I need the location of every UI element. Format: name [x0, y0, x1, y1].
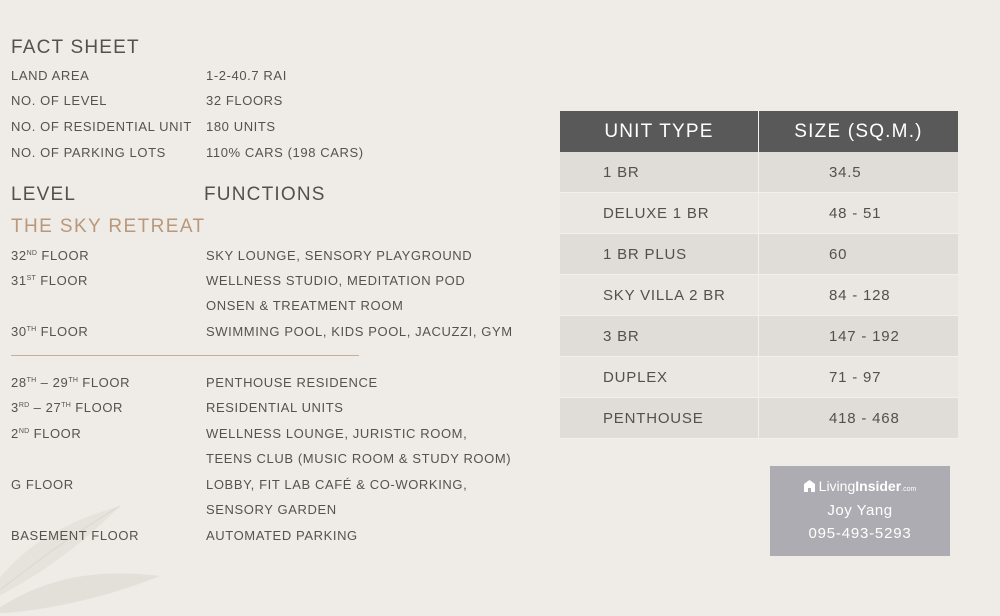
- agent-phone: 095-493-5293: [808, 525, 912, 542]
- unit-size-cell: 418 - 468: [759, 398, 959, 439]
- basement-label: BASEMENT FLOOR: [11, 528, 140, 543]
- table-row: [560, 234, 958, 275]
- unit-type-cell: DUPLEX: [560, 357, 759, 398]
- fact-label-parking: NO. OF PARKING LOTS: [11, 145, 166, 160]
- g-floor-function-2: SENSORY GARDEN: [206, 502, 337, 517]
- fact-value-levels: 32 FLOORS: [206, 93, 283, 108]
- brand-name-part2: Insider: [855, 478, 902, 494]
- agent-name: Joy Yang: [827, 502, 893, 519]
- fact-label-land-area: LAND AREA: [11, 68, 90, 83]
- floor-2-label: 2ND FLOOR: [11, 426, 82, 441]
- floor-3-27-function: RESIDENTIAL UNITS: [206, 400, 344, 415]
- unit-size-cell: 60: [759, 234, 959, 275]
- unit-type-cell: 3 BR: [560, 316, 759, 357]
- unit-size-cell: 34.5: [759, 152, 959, 193]
- basement-function: AUTOMATED PARKING: [206, 528, 358, 543]
- brand-suffix: .com: [901, 486, 917, 493]
- functions-heading: FUNCTIONS: [204, 184, 326, 205]
- floor-30-function: SWIMMING POOL, KIDS POOL, JACUZZI, GYM: [206, 324, 513, 339]
- table-row: [560, 275, 958, 316]
- section-divider: [11, 355, 359, 356]
- floor-3-27-label: 3RD – 27TH FLOOR: [11, 400, 124, 415]
- header-unit-type: UNIT TYPE: [560, 111, 759, 152]
- table-row: [560, 357, 958, 398]
- unit-size-cell: 147 - 192: [759, 316, 959, 357]
- unit-type-cell: PENTHOUSE: [560, 398, 759, 439]
- fact-value-parking: 110% CARS (198 CARS): [206, 145, 364, 160]
- brand-name-part1: Living: [818, 478, 856, 494]
- floor-32-function: SKY LOUNGE, SENSORY PLAYGROUND: [206, 248, 473, 263]
- agent-watermark: [770, 466, 950, 556]
- table-row: [560, 152, 958, 193]
- table-row: [560, 398, 958, 439]
- unit-type-cell: 1 BR PLUS: [560, 234, 759, 275]
- unit-size-cell: 71 - 97: [759, 357, 959, 398]
- table-row: [560, 316, 958, 357]
- table-header-row: [560, 111, 958, 152]
- floor-32-label: 32ND FLOOR: [11, 248, 90, 263]
- fact-label-units: NO. OF RESIDENTIAL UNIT: [11, 119, 192, 134]
- unit-type-cell: DELUXE 1 BR: [560, 193, 759, 234]
- brand-logo: [770, 478, 950, 494]
- floor-31-function: WELLNESS STUDIO, MEDITATION POD: [206, 273, 466, 288]
- floor-28-29-function: PENTHOUSE RESIDENCE: [206, 375, 378, 390]
- header-size: SIZE (SQ.M.): [759, 111, 959, 152]
- floor-30-label: 30TH FLOOR: [11, 324, 89, 339]
- unit-size-cell: 48 - 51: [759, 193, 959, 234]
- fact-value-land-area: 1-2-40.7 RAI: [206, 68, 287, 83]
- floor-31-function-2: ONSEN & TREATMENT ROOM: [206, 298, 404, 313]
- unit-size-cell: 84 - 128: [759, 275, 959, 316]
- floor-2-function: WELLNESS LOUNGE, JURISTIC ROOM,: [206, 426, 468, 441]
- fact-sheet-title: FACT SHEET: [11, 37, 140, 58]
- level-heading: LEVEL: [11, 184, 77, 205]
- fact-value-units: 180 UNITS: [206, 119, 276, 134]
- leaf-decoration: [0, 436, 190, 616]
- unit-type-cell: 1 BR: [560, 152, 759, 193]
- floor-28-29-label: 28TH – 29TH FLOOR: [11, 375, 131, 390]
- fact-label-levels: NO. OF LEVEL: [11, 93, 108, 108]
- g-floor-label: G FLOOR: [11, 477, 74, 492]
- floor-2-function-2: TEENS CLUB (MUSIC ROOM & STUDY ROOM): [206, 451, 512, 466]
- unit-type-cell: SKY VILLA 2 BR: [560, 275, 759, 316]
- house-icon: [804, 480, 815, 492]
- sky-retreat-heading: THE SKY RETREAT: [11, 216, 206, 237]
- table-row: [560, 193, 958, 234]
- floor-31-label: 31ST FLOOR: [11, 273, 89, 288]
- unit-size-table: [560, 111, 958, 439]
- g-floor-function: LOBBY, FIT LAB CAFÉ & CO-WORKING,: [206, 477, 468, 492]
